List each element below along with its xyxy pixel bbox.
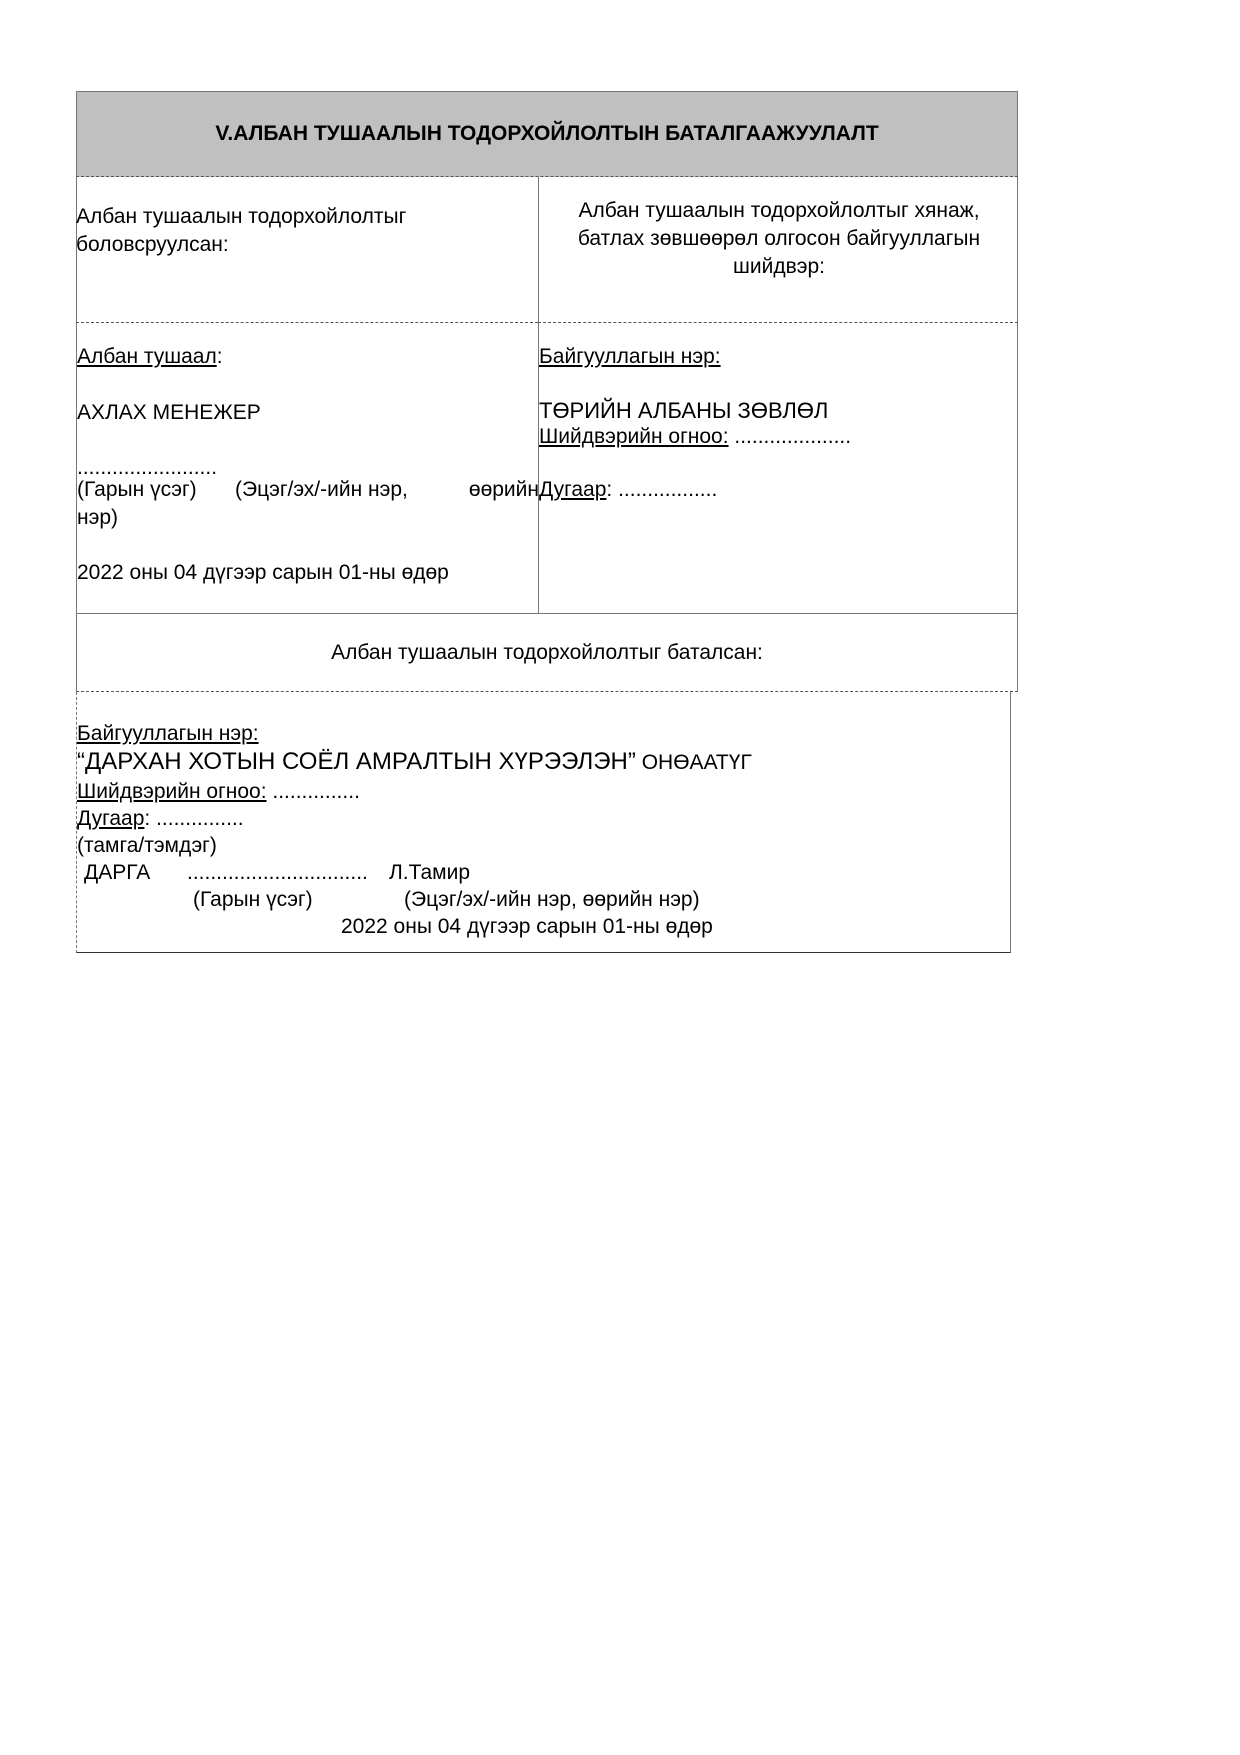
reviewed-org-label: Байгууллагын нэр:	[539, 345, 721, 368]
position-label-row	[77, 343, 223, 371]
reviewed-org-value: ТӨРИЙН АЛБАНЫ ЗӨВЛӨЛ	[539, 398, 829, 423]
reviewed-by-label-line1: Албан тушаалын тодорхойлолтыг хянаж,	[578, 199, 980, 222]
head-title: ДАРГА	[84, 861, 151, 884]
approved-decision-date-row	[77, 778, 360, 806]
section-title: V.АЛБАН ТУШААЛЫН ТОДОРХОЙЛОЛТЫН БАТАЛГААЖУУЛАЛТ	[215, 122, 879, 145]
reviewed-decision-date-label: Шийдвэрийн огноо:	[539, 425, 729, 448]
approved-decision-date-label: Шийдвэрийн огноо:	[77, 780, 267, 803]
prepared-date: 2022 оны 04 дүгээр сарын 01-ны өдөр	[77, 561, 449, 584]
head-caption-name: (Эцэг/эх/-ийн нэр, өөрийн нэр)	[404, 888, 700, 911]
approved-decision-date-value: ...............	[266, 780, 360, 803]
reviewed-number-row	[539, 476, 717, 504]
approved-by-label: Албан тушаалын тодорхойлолтыг баталсан:	[331, 640, 763, 664]
position-value: АХЛАХ МЕНЕЖЕР	[77, 401, 261, 424]
approved-org-label: Байгууллагын нэр:	[77, 722, 259, 745]
prepared-by-details-cell	[76, 323, 538, 614]
stamp-label: (тамга/тэмдэг)	[77, 834, 217, 857]
signature-dots: ........................	[77, 456, 218, 479]
section-header	[76, 91, 1018, 177]
approved-number-row	[77, 805, 244, 833]
reviewed-number-value: : .................	[606, 478, 718, 501]
reviewed-by-label-line2: батлах зөвшөөрөл олгосон байгууллагын	[577, 227, 981, 250]
approved-org-value: “ДАРХАН ХОТЫН СОЁЛ АМРАЛТЫН ХҮРЭЭЛЭН”	[77, 748, 636, 775]
head-name: Л.Тамир	[389, 861, 471, 884]
reviewed-decision-date-row	[539, 423, 851, 451]
prepared-by-label-line2: боловсруулсан:	[76, 233, 229, 256]
approved-by-heading-cell	[76, 614, 1018, 692]
position-label: Албан тушаал	[77, 345, 217, 368]
reviewed-number-label: Дугаар	[539, 478, 607, 501]
signature-caption-name: (Эцэг/эх/-ийн нэр,	[235, 478, 408, 501]
approved-org-suffix: ОНӨААТҮГ	[635, 751, 752, 774]
head-signature-dots: ...............................	[187, 861, 368, 884]
position-colon: :	[216, 345, 223, 368]
head-signature-row	[84, 859, 471, 887]
reviewed-decision-date-value: ....................	[728, 425, 852, 448]
signature-caption-own: өөрийн	[468, 478, 539, 501]
approved-number-value: : ...............	[144, 807, 244, 830]
reviewed-by-heading-cell	[538, 177, 1018, 323]
approved-date: 2022 оны 04 дүгээр сарын 01-ны өдөр	[341, 915, 713, 938]
approved-by-details-cell	[76, 692, 1011, 953]
signature-caption-sign: (Гарын үсэг)	[77, 478, 197, 501]
prepared-by-label-line1-text: Албан тушаалын тодорхойлолтыг	[76, 205, 407, 228]
approved-number-label: Дугаар	[77, 807, 145, 830]
signature-caption-line1	[77, 476, 539, 504]
head-caption-signature: (Гарын үсэг)	[193, 888, 313, 911]
reviewed-by-details-cell	[538, 323, 1018, 614]
signature-caption-line2: нэр)	[77, 506, 118, 529]
approved-org-value-row	[77, 747, 752, 778]
reviewed-by-label-line3: шийдвэр:	[733, 255, 825, 278]
